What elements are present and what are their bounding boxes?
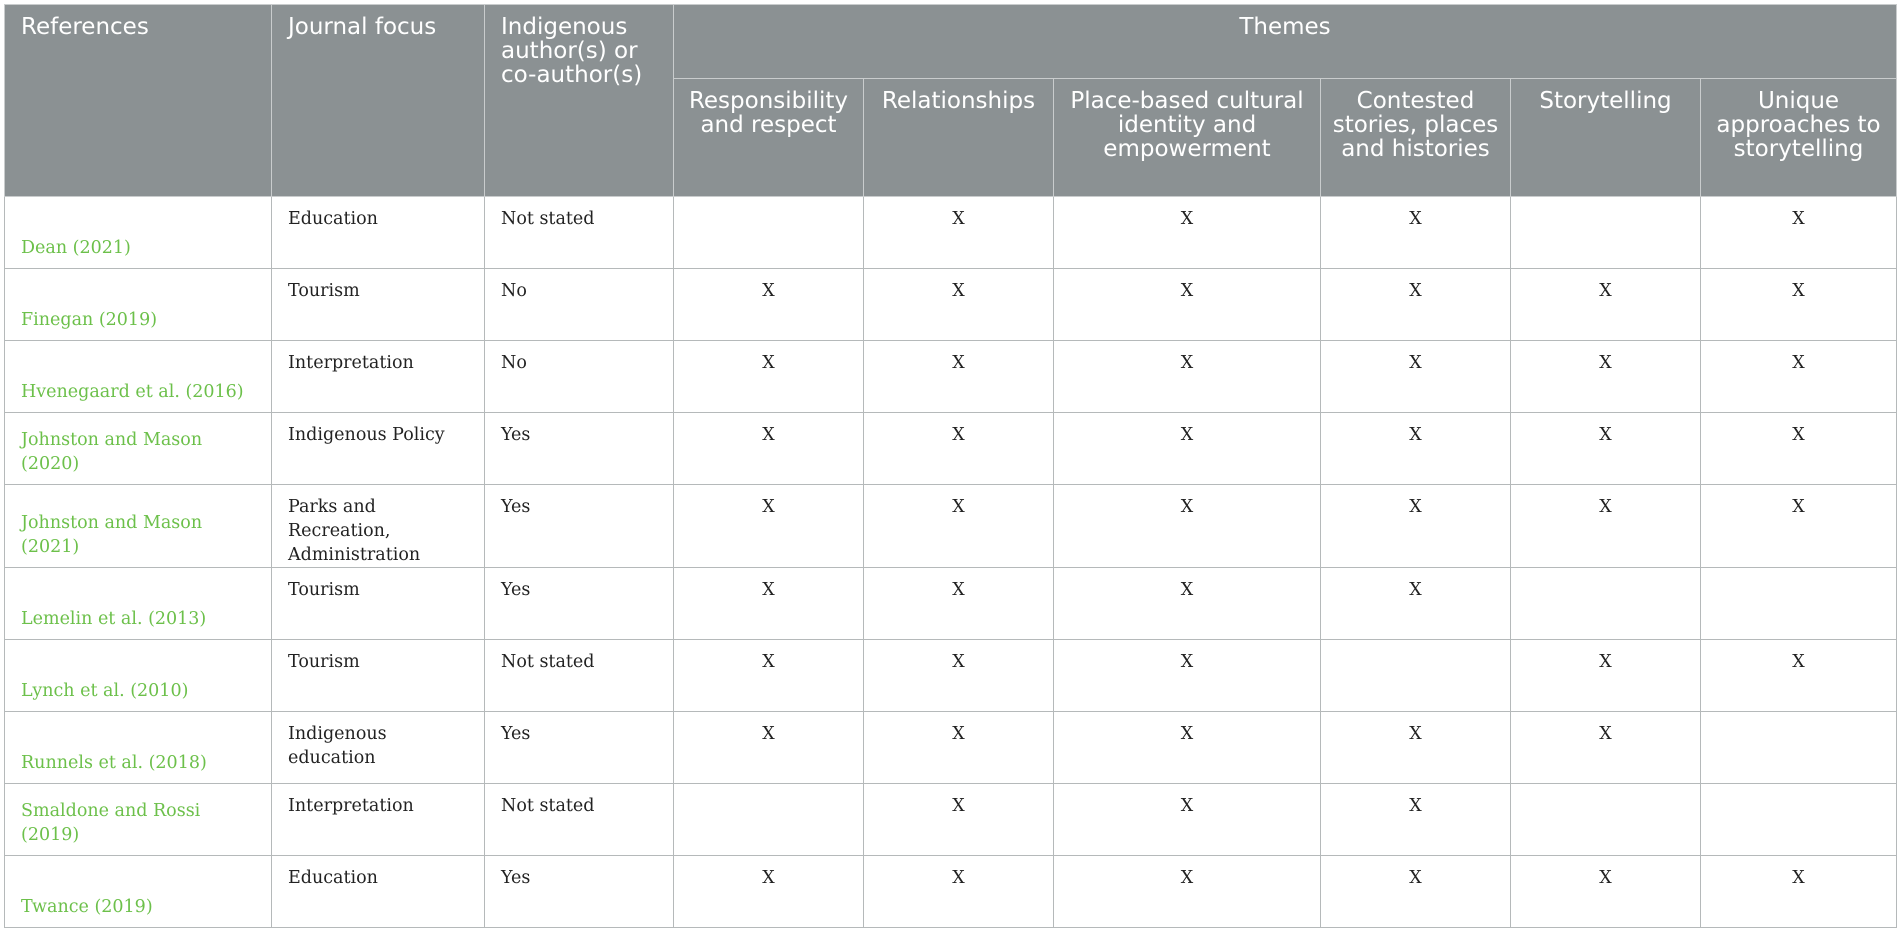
reference-cell	[5, 485, 272, 568]
theme-mark-unique-approaches: X	[1701, 269, 1897, 341]
journal-focus-cell: Tourism	[272, 568, 485, 640]
theme-mark-unique-approaches: X	[1701, 413, 1897, 485]
theme-mark-relationships: X	[864, 269, 1054, 341]
table-row	[5, 568, 1897, 640]
theme-mark-responsibility-respect: X	[674, 712, 864, 784]
theme-mark-unique-approaches: X	[1701, 485, 1897, 568]
theme-mark-contested-stories: X	[1321, 485, 1511, 568]
reference-link[interactable]: Lemelin et al. (2013)	[21, 609, 207, 629]
theme-mark-contested-stories: X	[1321, 197, 1511, 269]
indigenous-author-cell: No	[485, 269, 674, 341]
theme-mark-storytelling: X	[1511, 485, 1701, 568]
theme-mark-place-based-identity: X	[1054, 784, 1321, 856]
theme-mark-storytelling: X	[1511, 341, 1701, 413]
theme-mark-storytelling: X	[1511, 269, 1701, 341]
theme-mark-place-based-identity: X	[1054, 413, 1321, 485]
journal-focus-cell: Interpretation	[272, 341, 485, 413]
references-table-container	[4, 4, 1896, 928]
header-theme-contested-stories: Contested stories, places and histories	[1321, 79, 1511, 197]
table-row	[5, 784, 1897, 856]
theme-mark-responsibility-respect: X	[674, 341, 864, 413]
theme-mark-place-based-identity: X	[1054, 856, 1321, 928]
reference-cell	[5, 197, 272, 269]
theme-mark-storytelling: X	[1511, 413, 1701, 485]
references-themes-table	[4, 4, 1897, 928]
theme-mark-relationships: X	[864, 856, 1054, 928]
header-theme-unique-approaches: Unique approaches to storytelling	[1701, 79, 1897, 197]
indigenous-author-cell: Yes	[485, 568, 674, 640]
theme-mark-responsibility-respect: X	[674, 568, 864, 640]
theme-mark-storytelling	[1511, 197, 1701, 269]
reference-link[interactable]: Runnels et al. (2018)	[21, 753, 207, 773]
reference-link[interactable]: Dean (2021)	[21, 238, 131, 258]
theme-mark-place-based-identity: X	[1054, 485, 1321, 568]
theme-mark-place-based-identity: X	[1054, 341, 1321, 413]
reference-link[interactable]: Johnston and Mason (2021)	[21, 513, 203, 557]
theme-mark-relationships: X	[864, 784, 1054, 856]
theme-mark-responsibility-respect: X	[674, 856, 864, 928]
journal-focus-cell: Tourism	[272, 640, 485, 712]
theme-mark-unique-approaches	[1701, 568, 1897, 640]
reference-link[interactable]: Finegan (2019)	[21, 310, 158, 330]
theme-mark-contested-stories: X	[1321, 712, 1511, 784]
journal-focus-cell: Education	[272, 197, 485, 269]
reference-link[interactable]: Smaldone and Rossi (2019)	[21, 801, 201, 845]
theme-mark-relationships: X	[864, 568, 1054, 640]
reference-link[interactable]: Hvenegaard et al. (2016)	[21, 382, 244, 402]
indigenous-author-cell: Not stated	[485, 640, 674, 712]
indigenous-author-cell: Yes	[485, 485, 674, 568]
theme-mark-place-based-identity: X	[1054, 197, 1321, 269]
theme-mark-relationships: X	[864, 640, 1054, 712]
table-row	[5, 341, 1897, 413]
theme-mark-storytelling	[1511, 784, 1701, 856]
theme-mark-responsibility-respect: X	[674, 269, 864, 341]
theme-mark-storytelling	[1511, 568, 1701, 640]
theme-mark-contested-stories: X	[1321, 413, 1511, 485]
journal-focus-cell: Indigenous Policy	[272, 413, 485, 485]
reference-cell	[5, 269, 272, 341]
theme-mark-storytelling: X	[1511, 640, 1701, 712]
journal-focus-cell: Education	[272, 856, 485, 928]
theme-mark-unique-approaches	[1701, 784, 1897, 856]
table-row	[5, 856, 1897, 928]
reference-cell	[5, 568, 272, 640]
header-journal-focus: Journal focus	[272, 5, 485, 197]
theme-mark-responsibility-respect: X	[674, 413, 864, 485]
theme-mark-responsibility-respect	[674, 197, 864, 269]
theme-mark-unique-approaches: X	[1701, 640, 1897, 712]
journal-focus-cell: Parks and Recreation, Administration	[272, 485, 485, 568]
table-row	[5, 640, 1897, 712]
theme-mark-relationships: X	[864, 413, 1054, 485]
reference-cell	[5, 712, 272, 784]
theme-mark-contested-stories	[1321, 640, 1511, 712]
theme-mark-relationships: X	[864, 197, 1054, 269]
theme-mark-unique-approaches: X	[1701, 197, 1897, 269]
header-indigenous-author: Indigenous author(s) or co-author(s)	[485, 5, 674, 197]
header-theme-responsibility-respect: Responsibility and respect	[674, 79, 864, 197]
theme-mark-place-based-identity: X	[1054, 568, 1321, 640]
indigenous-author-cell: No	[485, 341, 674, 413]
theme-mark-place-based-identity: X	[1054, 640, 1321, 712]
indigenous-author-cell: Yes	[485, 712, 674, 784]
indigenous-author-cell: Not stated	[485, 197, 674, 269]
indigenous-author-cell: Not stated	[485, 784, 674, 856]
table-row	[5, 197, 1897, 269]
theme-mark-responsibility-respect	[674, 784, 864, 856]
table-row	[5, 712, 1897, 784]
theme-mark-storytelling: X	[1511, 712, 1701, 784]
indigenous-author-cell: Yes	[485, 413, 674, 485]
reference-cell	[5, 784, 272, 856]
table-row	[5, 485, 1897, 568]
theme-mark-unique-approaches: X	[1701, 856, 1897, 928]
theme-mark-relationships: X	[864, 712, 1054, 784]
theme-mark-unique-approaches: X	[1701, 341, 1897, 413]
reference-cell	[5, 341, 272, 413]
header-themes: Themes	[674, 5, 1897, 79]
theme-mark-contested-stories: X	[1321, 856, 1511, 928]
reference-link[interactable]: Twance (2019)	[21, 897, 153, 917]
theme-mark-relationships: X	[864, 341, 1054, 413]
header-theme-storytelling: Storytelling	[1511, 79, 1701, 197]
theme-mark-place-based-identity: X	[1054, 712, 1321, 784]
theme-mark-responsibility-respect: X	[674, 640, 864, 712]
theme-mark-storytelling: X	[1511, 856, 1701, 928]
journal-focus-cell: Interpretation	[272, 784, 485, 856]
theme-mark-contested-stories: X	[1321, 341, 1511, 413]
reference-cell	[5, 856, 272, 928]
theme-mark-place-based-identity: X	[1054, 269, 1321, 341]
header-theme-relationships: Relationships	[864, 79, 1054, 197]
reference-link[interactable]: Johnston and Mason (2020)	[21, 430, 203, 474]
theme-mark-contested-stories: X	[1321, 784, 1511, 856]
theme-mark-unique-approaches	[1701, 712, 1897, 784]
reference-cell	[5, 640, 272, 712]
indigenous-author-cell: Yes	[485, 856, 674, 928]
table-row	[5, 269, 1897, 341]
theme-mark-responsibility-respect: X	[674, 485, 864, 568]
reference-cell	[5, 413, 272, 485]
header-references: References	[5, 5, 272, 197]
theme-mark-contested-stories: X	[1321, 269, 1511, 341]
theme-mark-contested-stories: X	[1321, 568, 1511, 640]
theme-mark-relationships: X	[864, 485, 1054, 568]
reference-link[interactable]: Lynch et al. (2010)	[21, 681, 189, 701]
journal-focus-cell: Indigenous education	[272, 712, 485, 784]
table-row	[5, 413, 1897, 485]
header-theme-place-based-identity: Place-based cultural identity and empowerment	[1054, 79, 1321, 197]
journal-focus-cell: Tourism	[272, 269, 485, 341]
